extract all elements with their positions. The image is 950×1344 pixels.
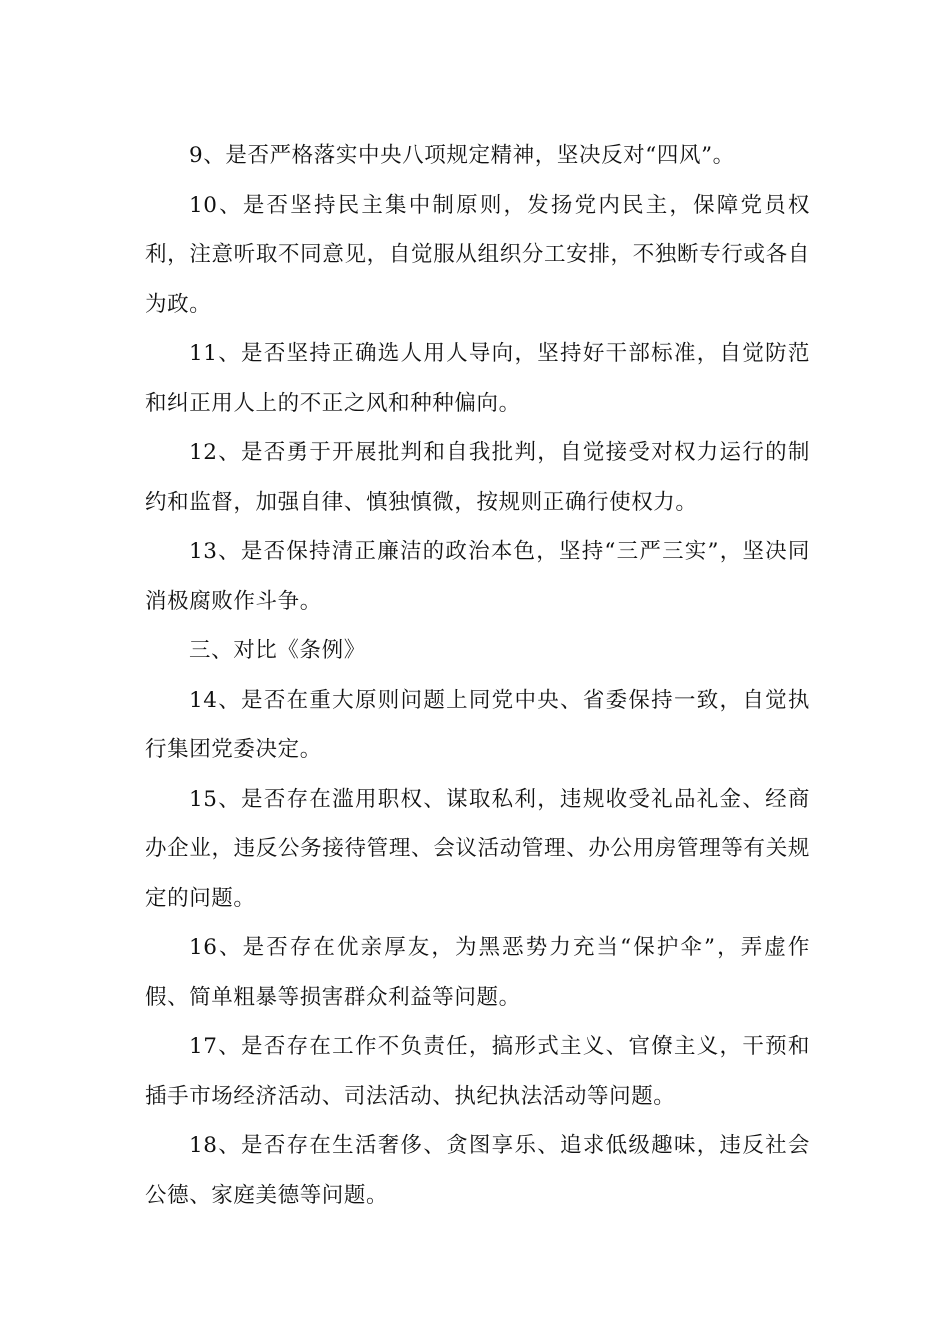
paragraph-item-16: 16、是否存在优亲厚友，为黑恶势力充当“保护伞”，弄虚作假、简单粗暴等损害群众利益等问题。: [145, 935, 810, 1010]
document-body: [145, 131, 810, 1220]
paragraph-item-10: 10、是否坚持民主集中制原则，发扬党内民主，保障党员权利，注意听取不同意见，自觉服从组织分工安排，不独断专行或各自为政。: [145, 192, 810, 317]
paragraph-item-11: 11、是否坚持正确选人用人导向，坚持好干部标准，自觉防范和纠正用人上的不正之风和种种偏向。: [145, 341, 810, 416]
paragraph-item-12: 12、是否勇于开展批判和自我批判，自觉接受对权力运行的制约和监督，加强自律、慎独慎微，按规则正确行使权力。: [145, 440, 810, 515]
paragraph-item-9: 9、是否严格落实中央八项规定精神，坚决反对“四风”。: [189, 143, 735, 168]
paragraph-item-15: 15、是否存在滥用职权、谋取私利，违规收受礼品礼金、经商办企业，违反公务接待管理、会议活动管理、办公用房管理等有关规定的问题。: [145, 786, 810, 911]
paragraph-item-17: 17、是否存在工作不负责任，搞形式主义、官僚主义，干预和插手市场经济活动、司法活动、执纪执法活动等问题。: [145, 1034, 810, 1109]
paragraph-item-14: 14、是否在重大原则问题上同党中央、省委保持一致，自觉执行集团党委决定。: [145, 687, 810, 762]
paragraph-item-18: 18、是否存在生活奢侈、贪图享乐、追求低级趣味，违反社会公德、家庭美德等问题。: [145, 1133, 810, 1208]
paragraph-item-13: 13、是否保持清正廉洁的政治本色，坚持“三严三实”，坚决同消极腐败作斗争。: [145, 539, 810, 614]
section-heading-3: 三、对比《条例》: [189, 638, 366, 663]
